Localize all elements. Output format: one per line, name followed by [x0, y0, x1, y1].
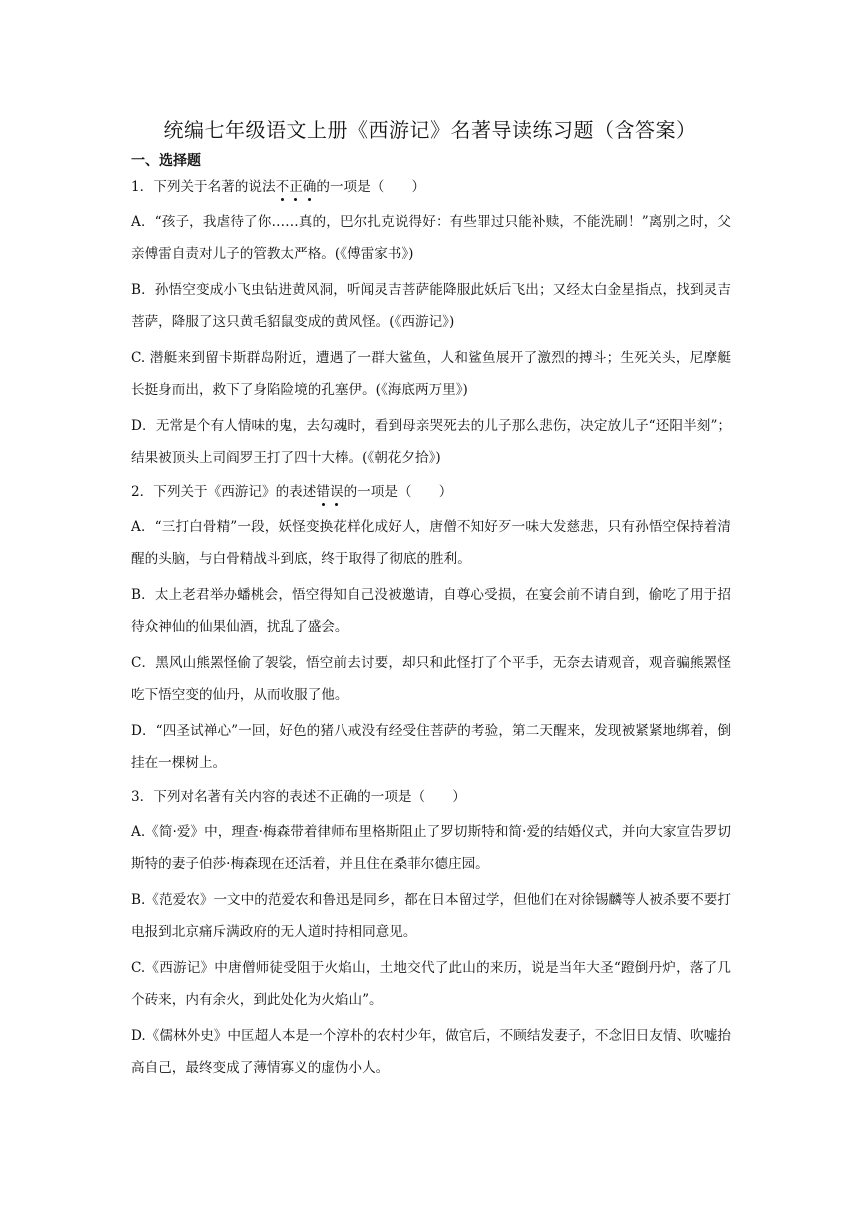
question-1-option-d: D．无常是个有人情味的鬼，去勾魂时，看到母亲哭死去的儿子那么悲伤，决定放儿子“还阳半刻”；结果被顶头上司阎罗王打了四十大棒。(《朝花夕拾》)	[131, 418, 731, 466]
question-3-stem: 3．下列对名著有关内容的表述不正确的一项是（ ）	[131, 789, 466, 805]
question-3-option-d: D.《儒林外史》中匡超人本是一个淳朴的农村少年，做官后，不顾结发妻子，不念旧日友情、吹嘘抬高自己，最终变成了薄情寡义的虚伪小人。	[131, 1028, 731, 1076]
question-1-option-b: B．孙悟空变成小飞虫钻进黄风洞，听闻灵吉菩萨能降服此妖后飞出；又经太白金星指点，找到灵吉菩萨，降服了这只黄毛貂鼠变成的黄风怪。(《西游记》)	[131, 282, 731, 330]
question-3-option-c: C.《西游记》中唐僧师徒受阻于火焰山，土地交代了此山的来历，说是当年大圣“蹬倒丹炉，落了几个砖来，内有余火，到此处化为火焰山”。	[131, 960, 731, 1008]
question-2-stem	[131, 476, 731, 508]
question-1-text-post: 的一项是（ ）	[316, 179, 426, 195]
question-1-option-a: A．“孩子，我虐待了你……真的，巴尔扎克说得好：有些罪过只能补赎，不能洗刷！”离别之时，父亲傅雷自责对儿子的管教太严格。(《傅雷家书》)	[131, 214, 731, 262]
question-2-option-b: B．太上老君举办蟠桃会，悟空得知自己没被邀请，自尊心受损，在宴会前不请自到，偷吃了用于招待众神仙的仙果仙酒，扰乱了盛会。	[131, 587, 731, 635]
emphasis-char: 不	[275, 179, 290, 195]
section-heading: 一、选择题	[131, 153, 201, 169]
emphasis-char: 错	[316, 484, 330, 500]
page-title: 统编七年级语文上册《西游记》名著导读练习题（含答案）	[163, 118, 697, 142]
question-1-option-c: C. 潜艇来到留卡斯群岛附近，遭遇了一群大鲨鱼，人和鲨鱼展开了激烈的搏斗；生死关头，尼摩艇长挺身而出，救下了身陷险境的孔塞伊。(《海底两万里》)	[131, 350, 731, 398]
question-3-option-a: A.《简·爱》中，理查·梅森带着律师布里格斯阻止了罗切斯特和简·爱的结婚仪式，并向大家宣告罗切斯特的妻子伯莎·梅森现在还活着，并且住在桑菲尔德庄园。	[131, 824, 731, 872]
question-2-option-d: D．“四圣试禅心”一回，好色的猪八戒没有经受住菩萨的考验，第二天醒来，发现被紧紧地绑着，倒挂在一棵树上。	[131, 723, 731, 771]
question-1-text-pre: 1．下列关于名著的说法	[131, 179, 276, 195]
question-2-text-pre: 2．下列关于《西游记》的表述	[131, 484, 317, 500]
emphasis-char: 正	[289, 179, 303, 195]
question-2-option-c: C．黑风山熊罴怪偷了袈裟，悟空前去讨要，却只和此怪打了个平手，无奈去请观音，观音骗熊罴怪吃下悟空变的仙丹，从而收服了他。	[131, 655, 731, 703]
emphasis-char: 误	[329, 484, 344, 500]
question-2-option-a: A．“三打白骨精”一段，妖怪变换花样化成好人，唐僧不知好歹一味大发慈悲，只有孙悟空保持着清醒的头脑，与白骨精战斗到底，终于取得了彻底的胜利。	[131, 519, 731, 567]
question-2-text-post: 的一项是（ ）	[343, 484, 453, 500]
emphasis-char: 确	[302, 179, 317, 195]
question-1-stem	[131, 171, 731, 203]
question-3-option-b: B.《范爱农》一文中的范爱农和鲁迅是同乡，都在日本留过学，但他们在对徐锡麟等人被杀要不要打电报到北京痛斥满政府的无人道时持相同意见。	[131, 892, 731, 940]
